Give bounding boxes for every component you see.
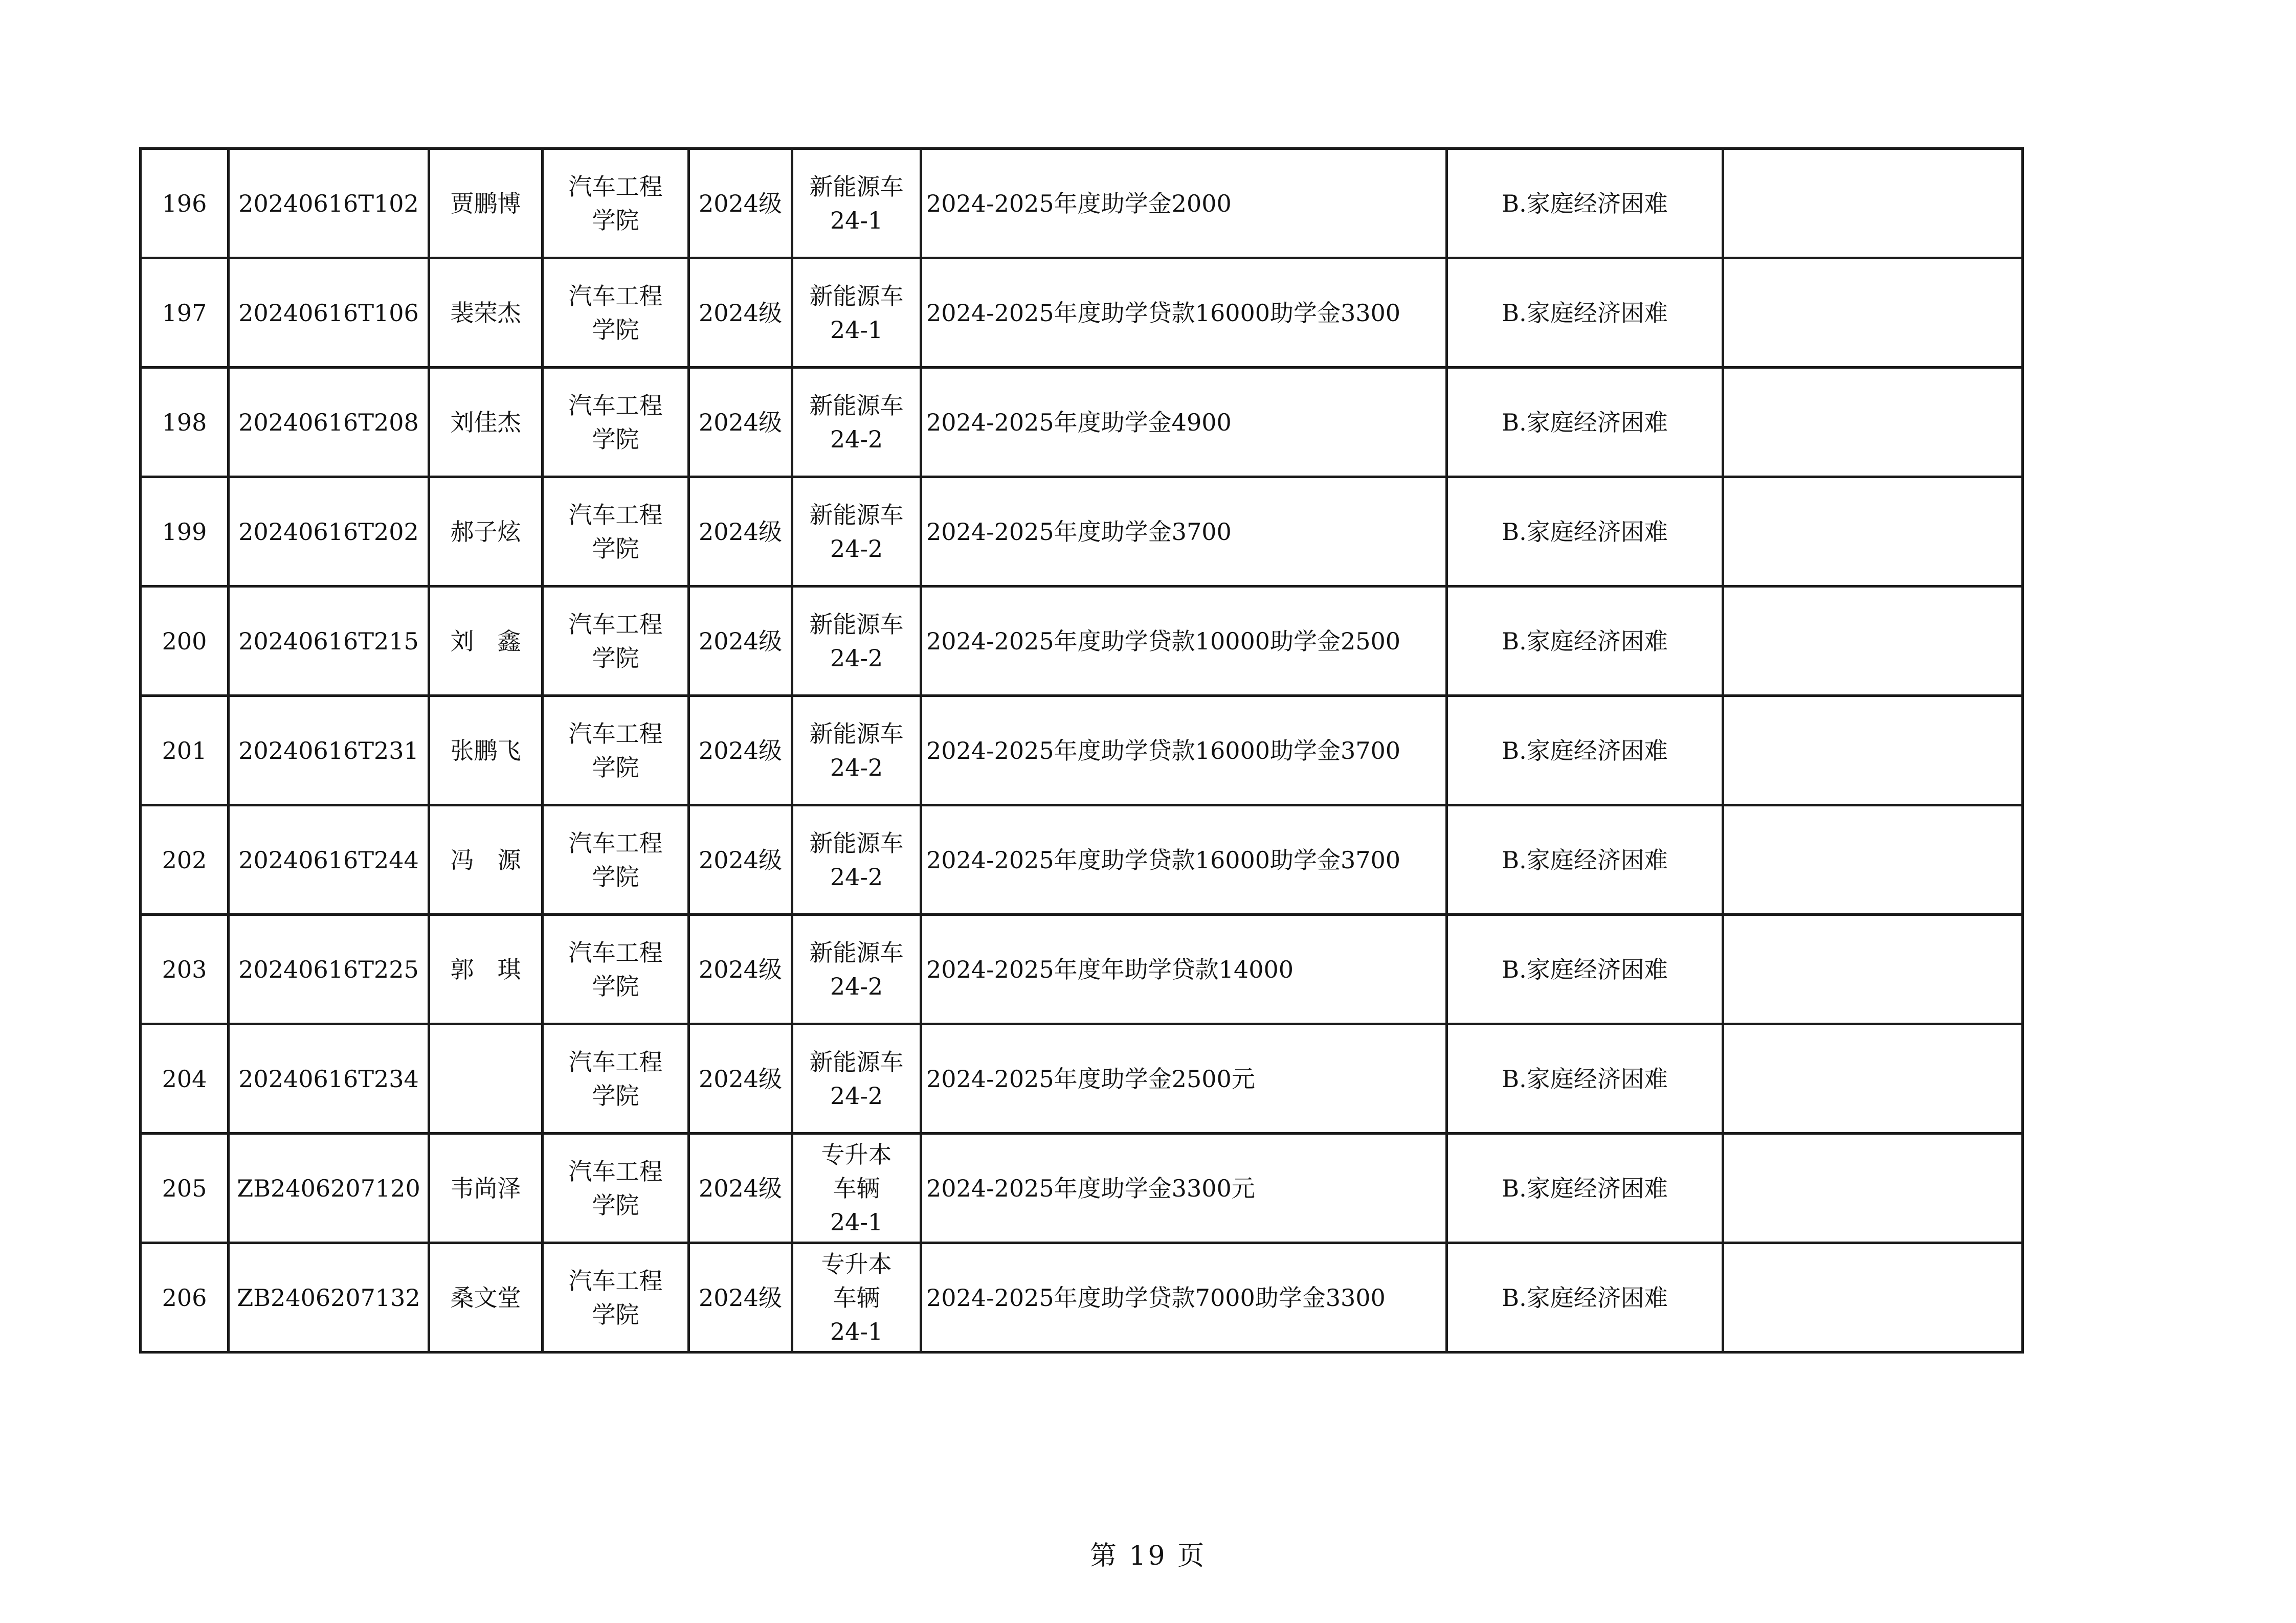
serial-cell: 202	[141, 805, 229, 915]
college-cell	[543, 805, 689, 915]
college-cell	[543, 915, 689, 1024]
college-line-2: 学院	[592, 1081, 639, 1110]
grade-cell: 2024级	[689, 1024, 792, 1134]
difficulty-type-cell: B.家庭经济困难	[1447, 1243, 1723, 1352]
grade-cell: 2024级	[689, 258, 792, 368]
serial-cell: 196	[141, 149, 229, 258]
remark-cell	[1723, 1243, 2023, 1352]
remark-cell	[1723, 1024, 2023, 1134]
serial-cell: 200	[141, 587, 229, 696]
table-row	[141, 1024, 2023, 1134]
remark-cell	[1723, 477, 2023, 587]
difficulty-type-cell: B.家庭经济困难	[1447, 1134, 1723, 1243]
class-line-1: 新能源车	[809, 938, 904, 966]
grade-cell: 2024级	[689, 805, 792, 915]
class-cell	[792, 1243, 921, 1352]
class-cell	[792, 1134, 921, 1243]
difficulty-type-cell: B.家庭经济困难	[1447, 805, 1723, 915]
student-name-cell: 刘 鑫	[429, 587, 543, 696]
class-cell	[792, 477, 921, 587]
aid-detail-cell: 2024-2025年度年助学贷款14000	[921, 915, 1447, 1024]
class-cell	[792, 1024, 921, 1134]
aid-detail-cell: 2024-2025年度助学贷款16000助学金3300	[921, 258, 1447, 368]
remark-cell	[1723, 805, 2023, 915]
college-cell	[543, 258, 689, 368]
class-cell	[792, 587, 921, 696]
aid-detail-cell: 2024-2025年度助学金2000	[921, 149, 1447, 258]
college-line-1: 汽车工程	[568, 391, 663, 419]
class-line-3: 24-1	[830, 1317, 883, 1345]
remark-cell	[1723, 915, 2023, 1024]
college-line-2: 学院	[592, 644, 639, 672]
serial-cell: 197	[141, 258, 229, 368]
student-name-cell: 刘佳杰	[429, 368, 543, 477]
student-name-cell: 张鹏飞	[429, 696, 543, 805]
class-line-1: 新能源车	[809, 719, 904, 748]
college-line-2: 学院	[592, 425, 639, 453]
college-line-1: 汽车工程	[568, 938, 663, 966]
serial-cell: 205	[141, 1134, 229, 1243]
student-id-cell: 20240616T102	[229, 149, 429, 258]
grade-cell: 2024级	[689, 1134, 792, 1243]
table-row	[141, 696, 2023, 805]
student-id-cell: 20240616T106	[229, 258, 429, 368]
college-cell	[543, 149, 689, 258]
aid-detail-cell: 2024-2025年度助学金3300元	[921, 1134, 1447, 1243]
remark-cell	[1723, 587, 2023, 696]
college-line-2: 学院	[592, 206, 639, 234]
class-line-1: 新能源车	[809, 501, 904, 529]
college-line-1: 汽车工程	[568, 719, 663, 748]
student-name-cell: 郝子炫	[429, 477, 543, 587]
student-name-cell	[429, 1024, 543, 1134]
serial-cell: 204	[141, 1024, 229, 1134]
grade-cell: 2024级	[689, 368, 792, 477]
grade-cell: 2024级	[689, 1243, 792, 1352]
table-row	[141, 1134, 2023, 1243]
class-line-2: 24-2	[830, 425, 883, 453]
class-line-3: 24-1	[830, 1208, 883, 1236]
student-id-cell: 20240616T231	[229, 696, 429, 805]
class-line-1: 新能源车	[809, 1048, 904, 1076]
remark-cell	[1723, 258, 2023, 368]
student-name-cell: 贾鹏博	[429, 149, 543, 258]
college-line-1: 汽车工程	[568, 1157, 663, 1185]
class-line-2: 24-2	[830, 1081, 883, 1110]
college-line-2: 学院	[592, 863, 639, 891]
class-line-2: 24-2	[830, 644, 883, 672]
student-id-cell: ZB2406207132	[229, 1243, 429, 1352]
aid-detail-cell: 2024-2025年度助学金3700	[921, 477, 1447, 587]
class-line-2: 24-2	[830, 972, 883, 1000]
student-id-cell: 20240616T208	[229, 368, 429, 477]
class-line-2: 24-2	[830, 534, 883, 562]
student-name-cell: 郭 琪	[429, 915, 543, 1024]
student-name-cell: 韦尚泽	[429, 1134, 543, 1243]
table-row	[141, 805, 2023, 915]
class-line-1: 专升本	[821, 1250, 892, 1278]
student-name-cell: 裴荣杰	[429, 258, 543, 368]
college-line-1: 汽车工程	[568, 172, 663, 200]
table-row	[141, 915, 2023, 1024]
table-row	[141, 587, 2023, 696]
aid-detail-cell: 2024-2025年度助学金2500元	[921, 1024, 1447, 1134]
class-line-1: 新能源车	[809, 610, 904, 638]
class-line-2: 24-2	[830, 863, 883, 891]
college-line-2: 学院	[592, 1300, 639, 1328]
page-number: 第 19 页	[1089, 1541, 1207, 1571]
aid-detail-cell: 2024-2025年度助学金4900	[921, 368, 1447, 477]
class-line-1: 新能源车	[809, 172, 904, 200]
college-line-2: 学院	[592, 534, 639, 562]
college-line-1: 汽车工程	[568, 282, 663, 310]
class-cell	[792, 805, 921, 915]
difficulty-type-cell: B.家庭经济困难	[1447, 587, 1723, 696]
difficulty-type-cell: B.家庭经济困难	[1447, 696, 1723, 805]
college-line-1: 汽车工程	[568, 829, 663, 857]
class-line-1: 新能源车	[809, 829, 904, 857]
college-cell	[543, 1243, 689, 1352]
college-line-2: 学院	[592, 1191, 639, 1219]
difficulty-type-cell: B.家庭经济困难	[1447, 477, 1723, 587]
difficulty-type-cell: B.家庭经济困难	[1447, 915, 1723, 1024]
class-cell	[792, 696, 921, 805]
class-line-2: 车辆	[833, 1283, 880, 1312]
college-cell	[543, 587, 689, 696]
class-cell	[792, 258, 921, 368]
college-line-1: 汽车工程	[568, 1048, 663, 1076]
remark-cell	[1723, 368, 2023, 477]
class-cell	[792, 915, 921, 1024]
difficulty-type-cell: B.家庭经济困难	[1447, 149, 1723, 258]
serial-cell: 203	[141, 915, 229, 1024]
grade-cell: 2024级	[689, 587, 792, 696]
college-cell	[543, 477, 689, 587]
table-row	[141, 1243, 2023, 1352]
serial-cell: 198	[141, 368, 229, 477]
remark-cell	[1723, 149, 2023, 258]
remark-cell	[1723, 696, 2023, 805]
class-line-2: 24-1	[830, 206, 883, 234]
student-name-cell: 冯 源	[429, 805, 543, 915]
college-cell	[543, 1024, 689, 1134]
aid-detail-cell: 2024-2025年度助学贷款16000助学金3700	[921, 696, 1447, 805]
grade-cell: 2024级	[689, 149, 792, 258]
aid-detail-cell: 2024-2025年度助学贷款16000助学金3700	[921, 805, 1447, 915]
serial-cell: 201	[141, 696, 229, 805]
class-line-2: 24-1	[830, 315, 883, 344]
difficulty-type-cell: B.家庭经济困难	[1447, 258, 1723, 368]
college-line-1: 汽车工程	[568, 610, 663, 638]
table-row	[141, 477, 2023, 587]
college-cell	[543, 368, 689, 477]
class-cell	[792, 149, 921, 258]
student-id-cell: ZB2406207120	[229, 1134, 429, 1243]
aid-detail-cell: 2024-2025年度助学贷款7000助学金3300	[921, 1243, 1447, 1352]
table-row	[141, 368, 2023, 477]
table-body	[141, 149, 2023, 1352]
college-line-2: 学院	[592, 753, 639, 781]
college-line-2: 学院	[592, 315, 639, 344]
college-cell	[543, 696, 689, 805]
student-id-cell: 20240616T215	[229, 587, 429, 696]
student-id-cell: 20240616T234	[229, 1024, 429, 1134]
student-id-cell: 20240616T244	[229, 805, 429, 915]
student-name-cell: 桑文堂	[429, 1243, 543, 1352]
class-cell	[792, 368, 921, 477]
difficulty-type-cell: B.家庭经济困难	[1447, 368, 1723, 477]
college-line-1: 汽车工程	[568, 1267, 663, 1295]
table-row	[141, 258, 2023, 368]
class-line-2: 车辆	[833, 1174, 880, 1202]
student-id-cell: 20240616T202	[229, 477, 429, 587]
serial-cell: 206	[141, 1243, 229, 1352]
class-line-2: 24-2	[830, 753, 883, 781]
serial-cell: 199	[141, 477, 229, 587]
grade-cell: 2024级	[689, 915, 792, 1024]
aid-detail-cell: 2024-2025年度助学贷款10000助学金2500	[921, 587, 1447, 696]
difficulty-type-cell: B.家庭经济困难	[1447, 1024, 1723, 1134]
college-line-2: 学院	[592, 972, 639, 1000]
table-row	[141, 149, 2023, 258]
class-line-1: 新能源车	[809, 391, 904, 419]
remark-cell	[1723, 1134, 2023, 1243]
class-line-1: 新能源车	[809, 282, 904, 310]
college-line-1: 汽车工程	[568, 501, 663, 529]
college-cell	[543, 1134, 689, 1243]
grade-cell: 2024级	[689, 477, 792, 587]
aid-recipient-table	[139, 147, 2024, 1354]
class-line-1: 专升本	[821, 1140, 892, 1168]
grade-cell: 2024级	[689, 696, 792, 805]
student-id-cell: 20240616T225	[229, 915, 429, 1024]
